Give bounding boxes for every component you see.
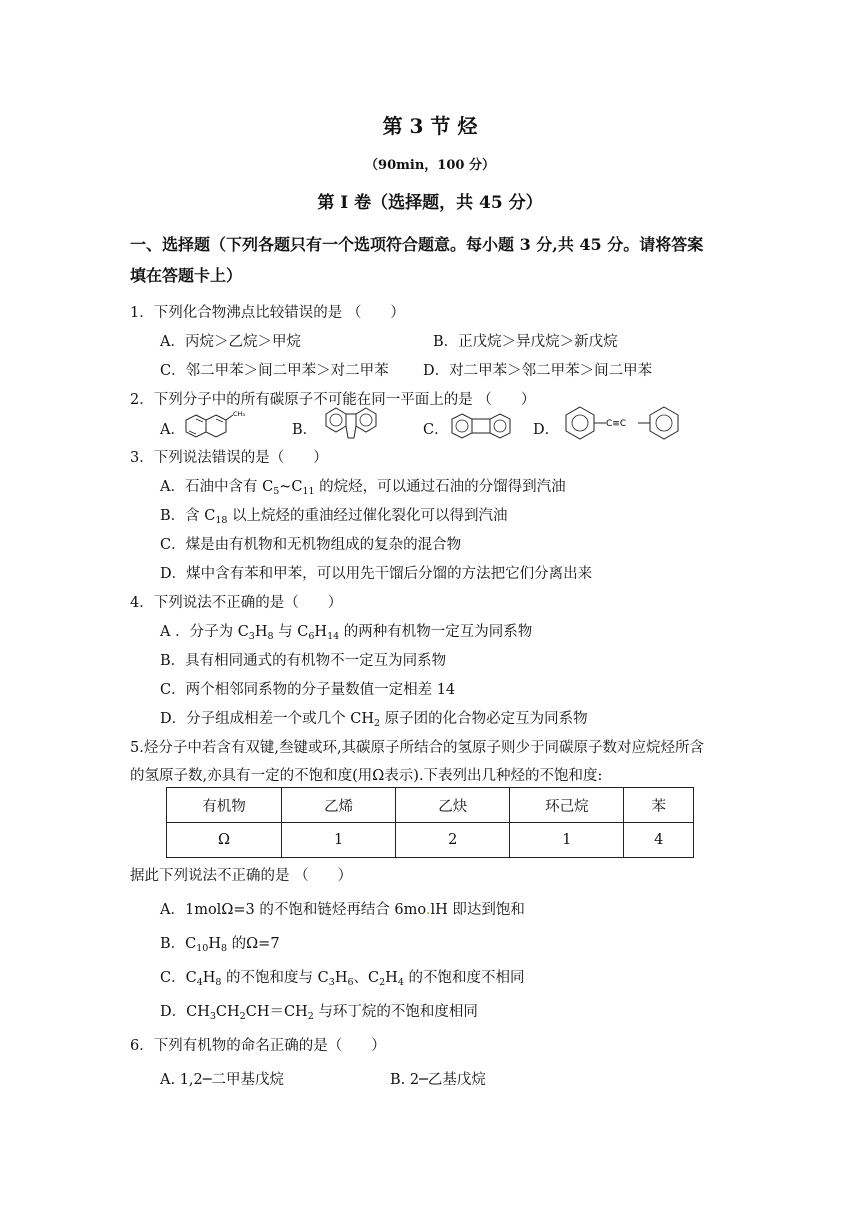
part-instruction-line1: 一、选择题（下列各题只有一个选项符合题意。每小题 3 分,共 45 分。请将答案 [130,235,704,254]
page-title: 第 3 节 烃 [382,114,478,138]
q1-option-b: B．正戊烷＞异戊烷＞新戊烷 [433,334,618,350]
table-header-cell: 环己烷 [510,788,624,823]
q5-option-b: B．$C_{10}H_8$ 的Ω=7 [160,936,280,954]
q6-stem: 6．下列有机物的命名正确的是（ ） [130,1038,386,1054]
triple-bond-label: C≡C [606,419,627,429]
table-header-cell: 乙炔 [396,788,510,823]
q4-option-d: D．分子组成相差一个或几个 $CH_2$ 原子团的化合物必定互为同系物 [160,711,588,729]
table-row [167,823,694,858]
biphenylene-structure [448,410,518,444]
q5-option-c: C．$C_4H_8$ 的不饱和度与 $C_3H_6$、$C_2H_4$ 的不饱和度不相同 [160,970,525,988]
methylnaphthalene-structure [182,408,252,442]
q3-option-c: C．煤是由有机物和无机物组成的复杂的混合物 [160,537,462,553]
table-header-cell: 乙烯 [282,788,396,823]
q5-option-d: D．$CH_3CH_2CH=CH_2$ 与环丁烷的不饱和度相同 [160,1004,478,1022]
q1-option-a: A．丙烷＞乙烷＞甲烷 [160,334,301,350]
table-cell: 1 [510,823,624,858]
part-instruction-line2: 填在答题卡上） [130,266,243,285]
q4-option-b: B．具有相同通式的有机物不一定互为同系物 [160,653,447,669]
q4-option-c: C．两个相邻同系物的分子量数值一定相差 14 [160,682,456,698]
q6-option-b: B. 2─乙基戊烷 [390,1072,486,1088]
q5-intro-line2: 的氢原子数,亦具有一定的不饱和度(用Ω表示).下表列出几种烃的不饱和度: [130,768,603,784]
q2-option-b: B． [292,422,318,438]
q2-option-c: C． [423,422,449,438]
ch3-label: CH₃ [233,410,246,418]
dihydrophenanthrene-structure [318,404,394,444]
q3-option-a: A．石油中含有 $C_5\sim C_{11}$ 的烷烃，可以通过石油的分馏得到汽油 [160,479,566,497]
time-score-note: （90min，100 分） [365,158,495,173]
q3-option-d: D．煤中含有苯和甲苯，可以用先干馏后分馏的方法把它们分离出来 [160,566,593,582]
q4-option-a: A ．分子为 $C_3H_8$ 与 $C_6H_{14}$ 的两种有机物一定互为同系物 [160,624,533,642]
q2-option-d: D． [533,422,560,438]
q3-option-b: B．含 $C_{18}$ 以上烷烃的重油经过催化裂化可以得到汽油 [160,508,508,526]
q1-stem: 1．下列化合物沸点比较错误的是 （ ） [130,305,405,321]
q1-option-d: D．对二甲苯＞邻二甲苯＞间二甲苯 [423,363,653,379]
table-header-cell: 有机物 [167,788,282,823]
diphenylacetylene-structure [560,404,690,442]
q5-intro-line1: 5.烃分子中若含有双键,叁键或环,其碳原子所结合的氢原子则少于同碳原子数对应烷烃所含 [130,740,705,756]
q5-option-a: A．1molΩ=3 的不饱和链烃再结合 6mo.lH 即达到饱和 [160,902,525,918]
q2-stem: 2．下列分子中的所有碳原子不可能在同一平面上的是 （ ） [130,392,536,408]
q6-option-a: A. 1,2─二甲基戊烷 [160,1072,284,1088]
table-cell: 4 [624,823,694,858]
q1-option-c: C．邻二甲苯＞间二甲苯＞对二甲苯 [160,363,389,379]
table-cell: Ω [167,823,282,858]
table-cell: 2 [396,823,510,858]
q5-stem: 据此下列说法不正确的是 （ ） [130,868,353,884]
q3-stem: 3．下列说法错误的是（ ） [130,450,328,466]
q2-option-a: A． [160,422,185,438]
table-header-row [167,788,694,823]
q4-stem: 4．下列说法不正确的是（ ） [130,595,343,611]
table-cell: 1 [282,823,396,858]
section-heading: 第 I 卷（选择题，共 45 分） [317,193,543,213]
unsaturation-table [166,787,694,858]
table-header-cell: 苯 [624,788,694,823]
